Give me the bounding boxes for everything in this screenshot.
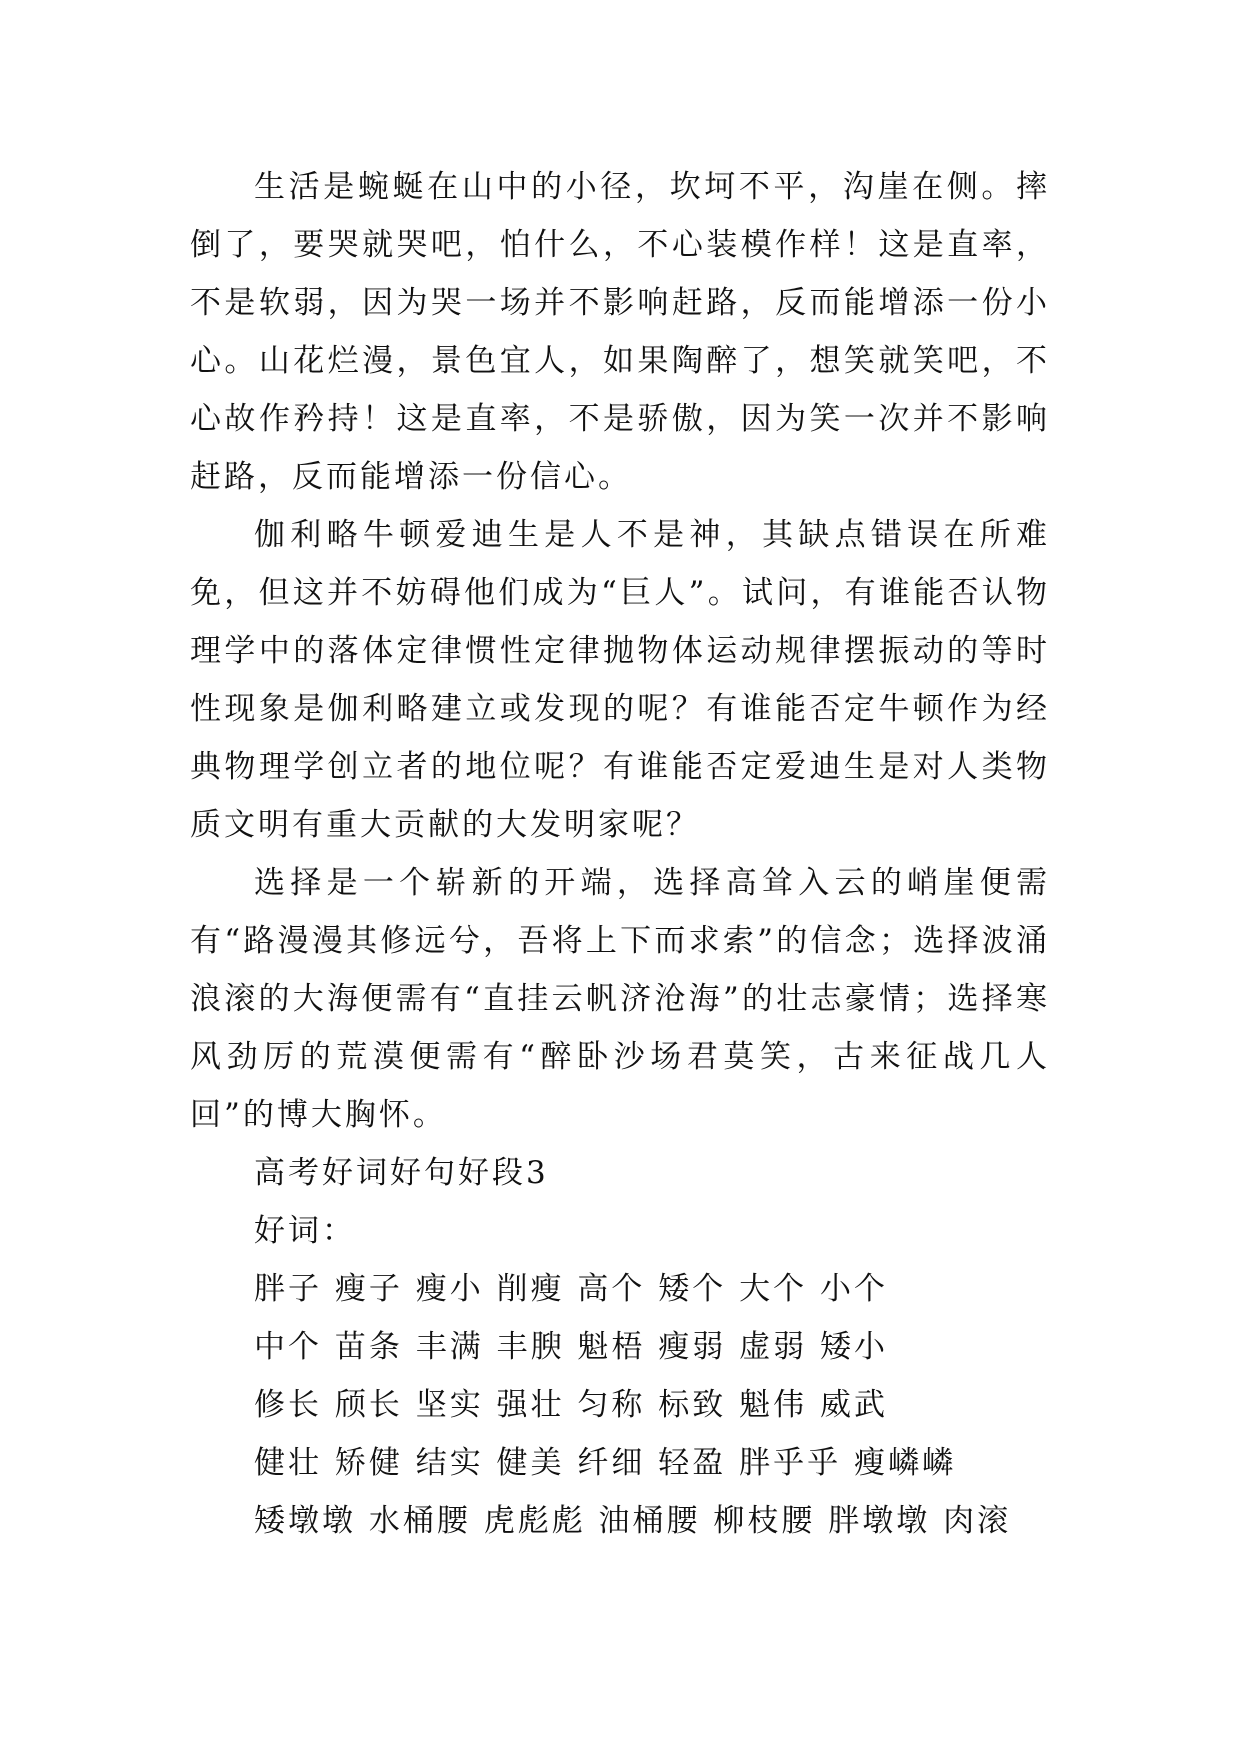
section-title: 高考好词好句好段3 xyxy=(254,1155,549,1191)
paragraph-giants: 伽利略牛顿爱迪生是人不是神，其缺点错误在所难免，但这并不妨碍他们成为“巨人”。试问，有谁能否认物理学中的落体定律惯性定律抛物体运动规律摆振动的等时性现象是伽利略建立或发现的呢？有谁能否定牛顿作为经典物理学创立者的地位呢？有谁能否定爱迪生是对人类物质文明有重大贡献的大发明家呢？ xyxy=(190,517,1050,843)
paragraph-life-path: 生活是蜿蜒在山中的小径，坎坷不平，沟崖在侧。摔倒了，要哭就哭吧，怕什么，不心装模作样！这是直率，不是软弱，因为哭一场并不影响赶路，反而能增添一份小心。山花烂漫，景色宜人，如果陶醉了，想笑就笑吧，不心故作矜持！这是直率，不是骄傲，因为笑一次并不影响赶路，反而能增添一份信心。 xyxy=(190,169,1050,495)
words-label: 好词： xyxy=(254,1213,356,1249)
word-row: 修长 颀长 坚实 强壮 匀称 标致 魁伟 威武 xyxy=(254,1387,888,1423)
word-row: 矮墩墩 水桶腰 虎彪彪 油桶腰 柳枝腰 胖墩墩 肉滚 xyxy=(254,1503,1012,1539)
document-body xyxy=(190,158,1050,1550)
word-row: 健壮 矫健 结实 健美 纤细 轻盈 胖乎乎 瘦嶙嶙 xyxy=(254,1445,956,1481)
paragraph-choice: 选择是一个崭新的开端，选择高耸入云的峭崖便需有“路漫漫其修远兮，吾将上下而求索”的信念；选择波涌浪滚的大海便需有“直挂云帆济沧海”的壮志豪情；选择寒风劲厉的荒漠便需有“醉卧沙场君莫笑，古来征战几人回”的博大胸怀。 xyxy=(190,865,1050,1133)
word-row: 中个 苗条 丰满 丰腴 魁梧 瘦弱 虚弱 矮小 xyxy=(254,1329,888,1365)
word-row: 胖子 瘦子 瘦小 削瘦 高个 矮个 大个 小个 xyxy=(254,1271,888,1307)
